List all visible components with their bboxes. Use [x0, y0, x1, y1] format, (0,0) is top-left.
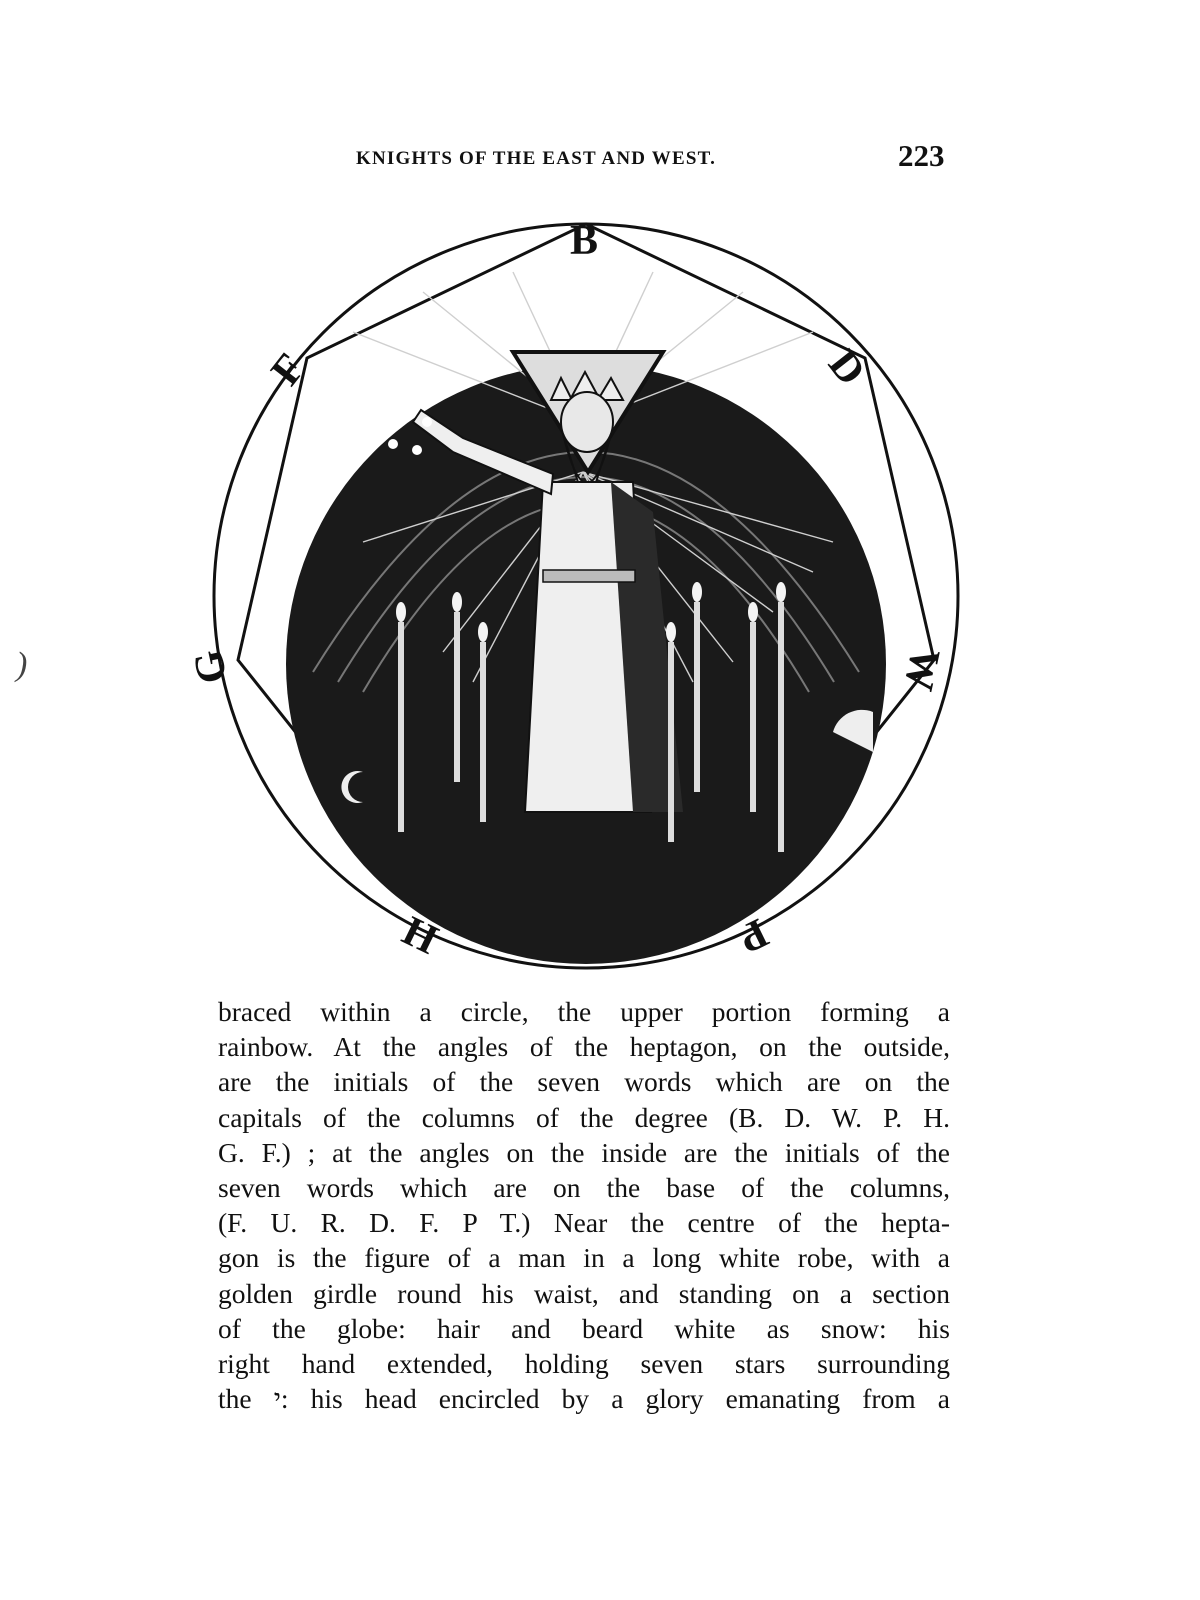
golden-girdle	[543, 570, 635, 582]
body-line: of the globe: hair and beard white as snow: his	[218, 1312, 950, 1344]
letter-lower-left: H	[395, 906, 446, 963]
margin-mark: )	[16, 646, 28, 683]
body-line: braced within a circle, the upper portion forming a	[218, 996, 950, 1027]
page-number: 223	[898, 138, 945, 173]
plate-svg	[184, 212, 959, 980]
body-line: capitals of the columns of the degree (B. D. W. P. H.	[218, 1101, 950, 1133]
body-line: seven words which are on the base of the columns,	[218, 1171, 950, 1203]
letter-left: G	[184, 645, 237, 688]
body-line: gon is the figure of a man in a long white robe, with a	[218, 1242, 950, 1274]
body-line: (F. U. R. D. F. P T.) Near the centre of the hepta-	[218, 1207, 950, 1239]
letter-lower-right: P	[731, 909, 775, 962]
letter-right: W	[894, 643, 949, 695]
head	[561, 392, 613, 452]
body-line: golden girdle round his waist, and standing on a section	[218, 1277, 950, 1309]
heptagon-plate-illustration	[184, 212, 959, 980]
body-line: the י: his head encircled by a glory emanating from a	[218, 1383, 950, 1415]
running-head	[340, 138, 950, 178]
letter-upper-left: F	[262, 345, 315, 395]
body-line: right hand extended, holding seven stars surrounding	[218, 1347, 950, 1379]
body-line: are the initials of the seven words which are on the	[218, 1066, 950, 1098]
body-paragraph	[218, 994, 950, 1416]
running-title: KNIGHTS OF THE EAST AND WEST.	[356, 148, 717, 169]
body-line: G. F.) ; at the angles on the inside are the initials of the	[218, 1136, 950, 1168]
body-line: rainbow. At the angles of the heptagon, on the outside,	[218, 1031, 950, 1063]
letter-top: B	[570, 218, 599, 264]
hebrew-letter: י	[389, 401, 395, 431]
letter-upper-right: D	[819, 341, 875, 395]
